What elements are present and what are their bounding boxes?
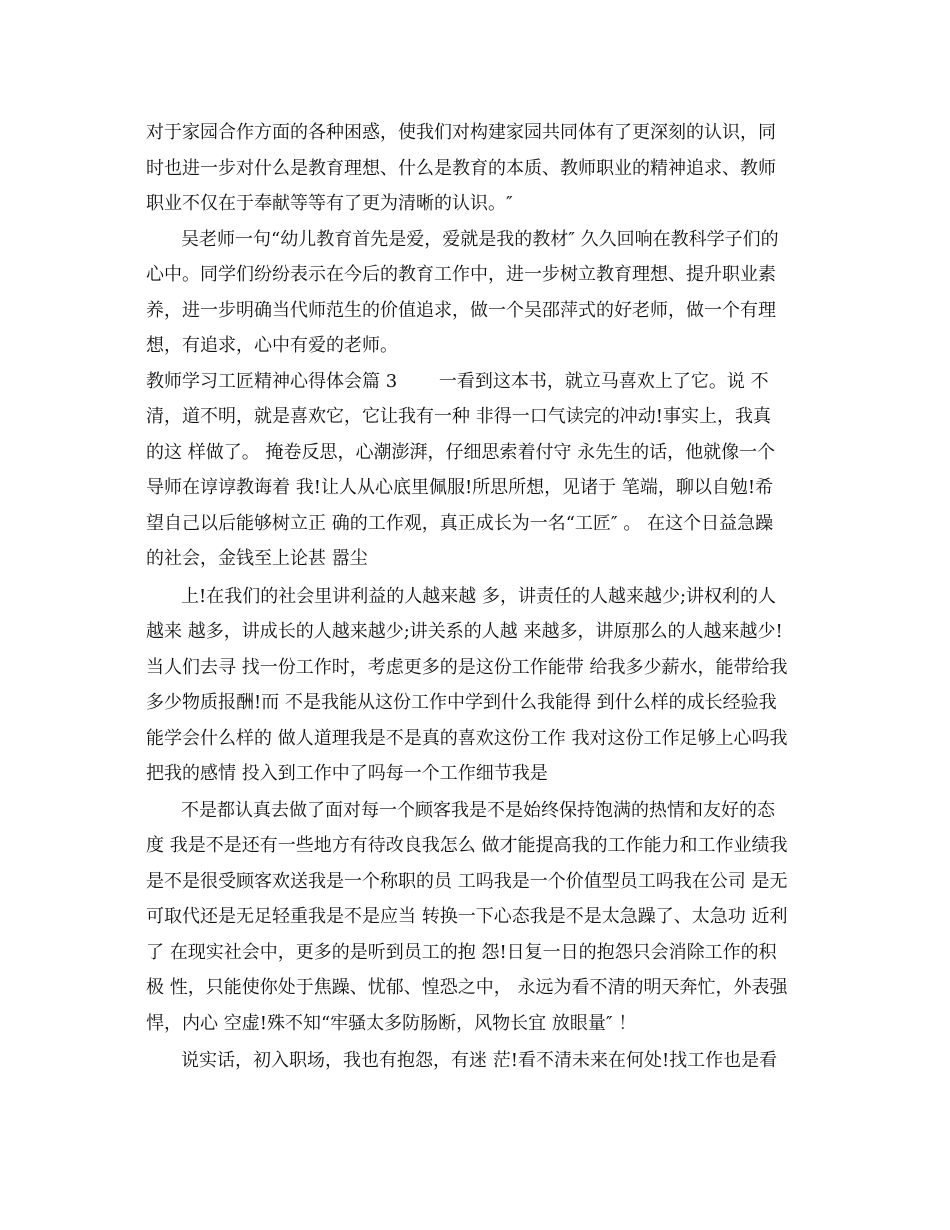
text-line: 上!在我们的社会里讲利益的人越来越 多，讲责任的人越来越少;讲权利的人 bbox=[181, 586, 777, 607]
text-line: 越来 越多，讲成长的人越来越少;讲关系的人越 来越多，讲原那么的人越来越少! bbox=[146, 621, 783, 642]
text-line: 教师学习工匠精神心得体会篇 3 一看到这本书，就立马喜欢上了它。说 不 bbox=[146, 371, 769, 392]
text-line: 想，有追求，心中有爱的老师。 bbox=[146, 335, 398, 356]
text-line: 吴老师一句“幼儿教育首先是爱，爱就是我的教材″ 久久回响在教科学子们的 bbox=[181, 229, 779, 250]
text-line: 望自己以后能够树立正 确的工作观，真正成长为一名“工匠″ 。 在这个日益急躁 bbox=[146, 513, 774, 534]
text-line: 了 在现实社会中，更多的是听到员工的抱 怨!日复一日的抱怨只会消除工作的积 bbox=[146, 942, 777, 963]
text-line: 极 性，只能使你处于焦躁、忧郁、惶恐之中， 永远为看不清的明天奔忙，外表强 bbox=[146, 977, 788, 998]
text-line: 的社会，金钱至上论甚 嚣尘 bbox=[146, 548, 368, 569]
text-line: 的这 样做了。 掩卷反思，心潮澎湃，仔细思索着付守 永先生的话，他就像一个 bbox=[146, 442, 776, 463]
text-line: 对于家园合作方面的各种困惑，使我们对构建家园共同体有了更深刻的认识，同 bbox=[146, 122, 776, 143]
text-line: 说实话，初入职场，我也有抱怨，有迷 茫!看不清未来在何处!找工作也是看 bbox=[181, 1050, 778, 1071]
text-line: 导师在谆谆教诲着 我!让人从心底里佩服!所思所想，见诸于 笔端，聊以自勉!希 bbox=[146, 477, 774, 498]
text-line: 多少物质报酬!而 不是我能从这份工作中学到什么我能得 到什么样的成长经验我 bbox=[146, 692, 777, 713]
text-line: 时也进一步对什么是教育理想、什么是教育的本质、教师职业的精神追求、教师 bbox=[146, 158, 776, 179]
text-line: 当人们去寻 找一份工作时，考虑更多的是这份工作能带 给我多少薪水，能带给我 bbox=[146, 657, 788, 678]
text-line: 养，进一步明确当代师范生的价值追求，做一个吴邵萍式的好老师，做一个有理 bbox=[146, 300, 776, 321]
text-line: 可取代还是无足轻重我是不是应当 转换一下心态我是不是太急躁了、太急功 近利 bbox=[146, 906, 788, 927]
text-line: 不是都认真去做了面对每一个顾客我是不是始终保持饱满的热情和友好的态 bbox=[181, 800, 775, 821]
text-line: 把我的感情 投入到工作中了吗每一个工作细节我是 bbox=[146, 763, 548, 784]
text-line: 职业不仅在于奉献等等有了更为清晰的认识。″ bbox=[146, 193, 513, 214]
text-line: 清，道不明，就是喜欢它，它让我有一种 非得一口气读完的冲动!事实上，我真 bbox=[146, 406, 771, 427]
text-line: 度 我是不是还有一些地方有待改良我怎么 做才能提高我的工作能力和工作业绩我 bbox=[146, 835, 788, 856]
text-line: 心中。同学们纷纷表示在今后的教育工作中，进一步树立教育理想、提升职业素 bbox=[146, 264, 776, 285]
text-line: 能学会什么样的 做人道理我是不是真的喜欢这份工作 我对这份工作足够上心吗我 bbox=[146, 728, 788, 749]
text-line: 悍，内心 空虚!殊不知“牢骚太多防肠断，风物长宜 放眼量″ ！ bbox=[146, 1013, 637, 1034]
text-line: 是不是很受顾客欢送我是一个称职的员 工吗我是一个价值型员工吗我在公司 是无 bbox=[146, 871, 788, 892]
